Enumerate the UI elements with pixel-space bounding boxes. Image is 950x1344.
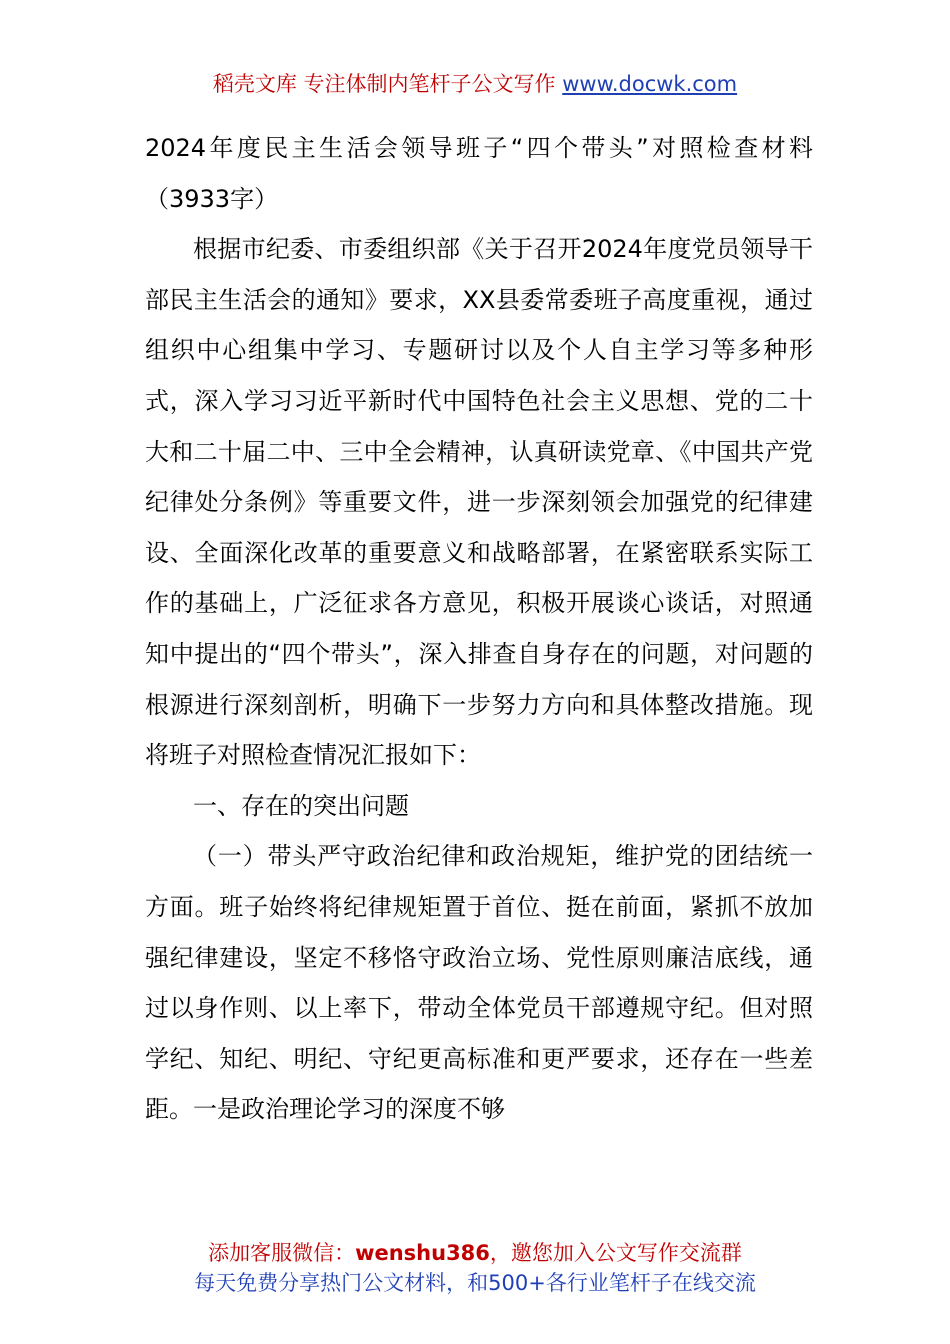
wechat-suffix: ，邀您加入公文写作交流群: [489, 1241, 742, 1265]
section-heading: 一、存在的突出问题: [193, 791, 409, 820]
brand-slogan: 稻壳文库 专注体制内笔杆子公文写作: [212, 72, 556, 96]
section-paragraph: （一）带头严守政治纪律和政治规矩，维护党的团结统一方面。班子始终将纪律规矩置于首位、挺在前面，紧抓不放加强纪律建设，坚定不移恪守政治立场、党性原则廉洁底线，通过以身作则、以上率下，带动全体党员干部遵规守纪。但对照学纪、知纪、明纪、守纪更高标准和更严要求，还存在一些差距。一是政治理论学习的深度不够: [145, 842, 813, 1124]
page-footer: [0, 1238, 950, 1298]
footer-wechat-line: [0, 1238, 950, 1268]
document-body: [145, 123, 813, 1135]
website-link[interactable]: www.docwk.com: [562, 72, 738, 96]
wechat-id: wenshu386: [355, 1241, 490, 1265]
intro-paragraph: 根据市纪委、市委组织部《关于召开2024年度党员领导干部民主生活会的通知》要求，XX县委常委班子高度重视，通过组织中心组集中学习、专题研讨以及个人自主学习等多种形式，深入学习习近平新时代中国特色社会主义思想、党的二十大和二十届二中、三中全会精神，认真研读党章、《中国共产党纪律处分条例》等重要文件，进一步深刻领会加强党的纪律建设、全面深化改革的重要意义和战略部署，在紧密联系实际工作的基础上，广泛征求各方意见，积极开展谈心谈话，对照通知中提出的“四个带头”，深入排查自身存在的问题，对问题的根源进行深刻剖析，明确下一步努力方向和具体整改措施。现将班子对照检查情况汇报如下：: [145, 235, 813, 770]
page-header: [0, 68, 950, 100]
footer-promo-line: 每天免费分享热门公文材料，和500+各行业笔杆子在线交流: [194, 1271, 756, 1295]
document-title: 2024年度民主生活会领导班子“四个带头”对照检查材料（3933字）: [145, 134, 813, 213]
wechat-prefix: 添加客服微信：: [208, 1241, 356, 1265]
